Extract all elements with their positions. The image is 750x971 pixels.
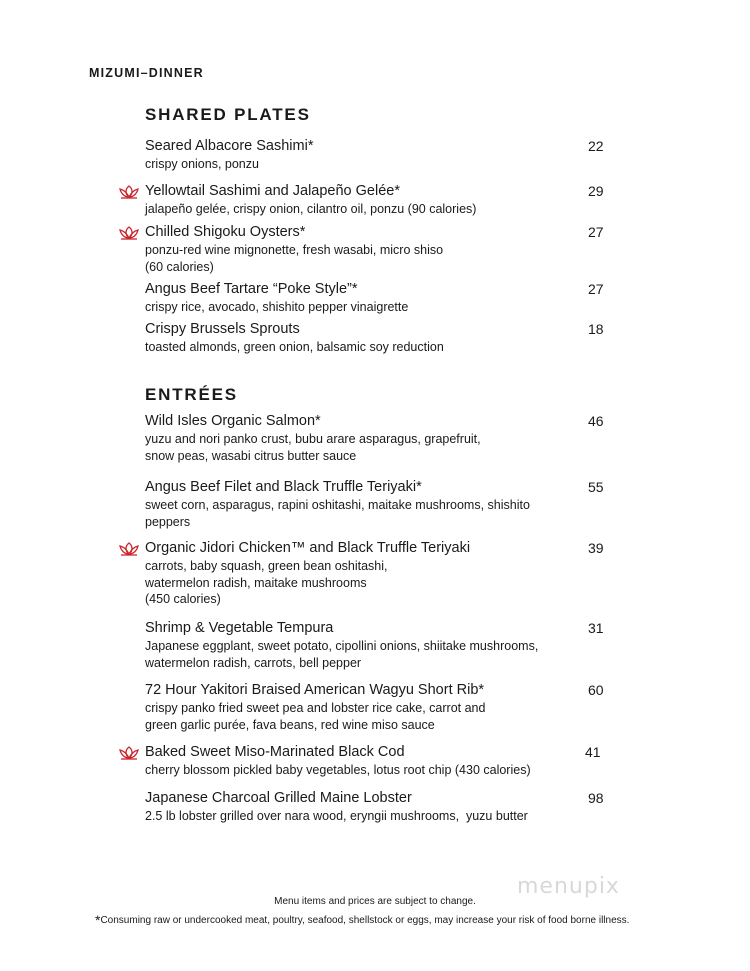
item-description: carrots, baby squash, green bean oshitashi, watermelon radish, maitake mushrooms (450 calories) — [145, 559, 388, 606]
menu-item — [145, 540, 605, 608]
item-name: Yellowtail Sashimi and Jalapeño Gelée* — [145, 183, 400, 199]
lotus-icon — [119, 542, 139, 556]
menu-item — [145, 744, 605, 779]
item-name: Wild Isles Organic Salmon* — [145, 413, 321, 429]
lotus-icon — [119, 185, 139, 199]
item-price: 98 — [588, 790, 604, 806]
item-price: 22 — [588, 138, 604, 154]
item-description: cherry blossom pickled baby vegetables, lotus root chip (430 calories) — [145, 763, 531, 777]
item-name: Baked Sweet Miso-Marinated Black Cod — [145, 744, 405, 760]
item-price: 46 — [588, 413, 604, 429]
item-name: 72 Hour Yakitori Braised American Wagyu Short Rib* — [145, 682, 485, 698]
menu-item — [145, 413, 605, 464]
item-description: toasted almonds, green onion, balsamic soy reduction — [145, 340, 444, 354]
item-price: 41 — [585, 744, 601, 760]
menu-header: MIZUMI–DINNER — [89, 66, 204, 80]
item-description: crispy panko fried sweet pea and lobster rice cake, carrot and green garlic purée, fava beans, red wine miso sauce — [145, 701, 486, 732]
item-description: sweet corn, asparagus, rapini oshitashi, maitake mushrooms, shishito peppers — [145, 498, 530, 529]
item-name: Seared Albacore Sashimi* — [145, 138, 314, 154]
section-title-entrees: ENTRÉES — [145, 385, 238, 404]
item-description: ponzu-red wine mignonette, fresh wasabi, micro shiso (60 calories) — [145, 243, 444, 274]
watermark: menupix — [517, 874, 620, 899]
item-name: Organic Jidori Chicken™ and Black Truffle Teriyaki — [145, 540, 471, 556]
item-price: 31 — [588, 620, 604, 636]
item-description: 2.5 lb lobster grilled over nara wood, eryngii mushrooms, yuzu butter — [145, 809, 528, 823]
item-description: crispy rice, avocado, shishito pepper vinaigrette — [145, 300, 409, 314]
menu-item — [145, 790, 605, 825]
menu-item — [145, 682, 605, 733]
item-price: 29 — [588, 183, 604, 199]
item-price: 60 — [588, 682, 604, 698]
item-price: 18 — [588, 321, 604, 337]
footer-disclaimer: Menu items and prices are subject to change. — [274, 896, 476, 907]
item-description: Japanese eggplant, sweet potato, cipollini onions, shiitake mushrooms, watermelon radish, carrots, bell pepper — [145, 639, 539, 670]
footer-warning-text: Consuming raw or undercooked meat, poultry, seafood, shellstock or eggs, may increase your risk of food borne illness. — [100, 915, 630, 926]
item-name: Angus Beef Filet and Black Truffle Teriyaki* — [145, 479, 422, 495]
item-price: 55 — [588, 479, 604, 495]
item-name: Crispy Brussels Sprouts — [145, 321, 300, 337]
menu-item — [145, 321, 605, 356]
menu-item — [145, 281, 605, 316]
item-name: Chilled Shigoku Oysters* — [145, 224, 306, 240]
menu-item — [145, 183, 605, 218]
footer-food-warning — [95, 912, 629, 928]
footer-asterisk: * — [95, 912, 101, 928]
lotus-icon — [119, 226, 139, 240]
item-description: crispy onions, ponzu — [145, 157, 259, 171]
menu-item — [145, 479, 605, 530]
item-price: 39 — [588, 540, 604, 556]
menu-item — [145, 138, 605, 173]
menu-item — [145, 620, 605, 671]
item-price: 27 — [588, 224, 604, 240]
menu-item — [145, 224, 605, 275]
item-name: Shrimp & Vegetable Tempura — [145, 620, 334, 636]
item-description: yuzu and nori panko crust, bubu arare asparagus, grapefruit, snow peas, wasabi citrus butter sauce — [145, 432, 481, 463]
lotus-icon — [119, 746, 139, 760]
item-name: Japanese Charcoal Grilled Maine Lobster — [145, 790, 412, 806]
item-price: 27 — [588, 281, 604, 297]
item-description: jalapeño gelée, crispy onion, cilantro oil, ponzu (90 calories) — [145, 202, 477, 216]
section-title-shared-plates: SHARED PLATES — [145, 105, 311, 124]
item-name: Angus Beef Tartare “Poke Style”* — [145, 281, 358, 297]
